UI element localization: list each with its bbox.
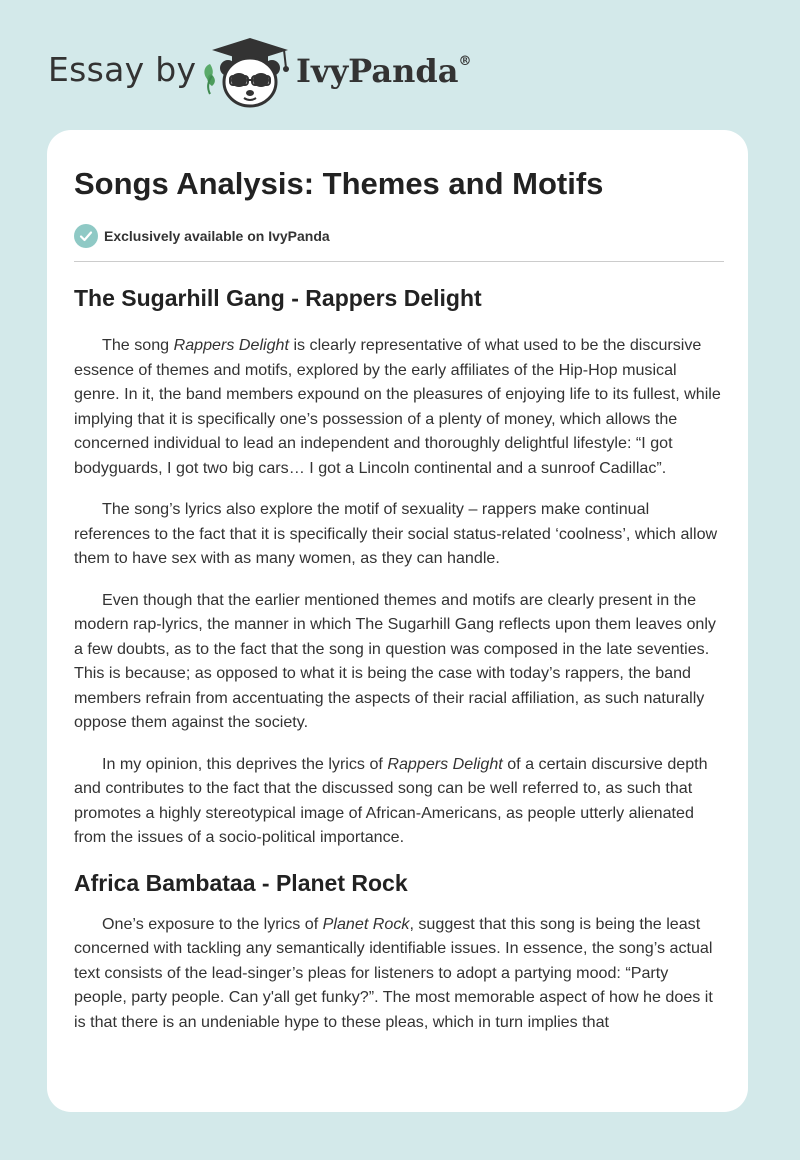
paragraph — [74, 912, 724, 1035]
song-title: Planet Rock — [322, 914, 410, 933]
paragraph — [74, 333, 724, 480]
essay-card — [47, 130, 748, 1112]
paragraph-text: is clearly representative of what used to be the discursive essence of themes and motifs, explored by the early affiliates of the Hip-Hop musical genre. In it, the band members expound on the pleasures of enjoying life to its fullest, while implying that it is specifically one’s possession of a plenty of money, which allows the concerned individual to lead an independent and thoroughly delightful lifestyle: “I got bodyguards, I got two big cars… I got a Lincoln continental and a sunroof Cadillac”. — [74, 336, 721, 477]
song-title: Rappers Delight — [387, 754, 503, 773]
section-heading: The Sugarhill Gang - Rappers Delight — [74, 285, 482, 311]
paragraph-text: One’s exposure to the lyrics of — [102, 914, 323, 933]
song-title: Rappers Delight — [173, 336, 289, 354]
brand-text: IvyPanda — [296, 52, 459, 90]
paragraph-text: , suggest that this song is being the least concerned with tackling any semantically identifiable issues. In essence, the song’s actual text consists of the lead-singer’s pleas for listeners to adopt a partying mood: “Party people, party people. Can y'all get funky?”. The most memorable aspect of how he does it is that there is an undeniable hype to these pleas, which in turn implies that — [74, 914, 713, 1031]
paragraph — [74, 752, 724, 850]
site-header — [0, 0, 800, 130]
page-title: Songs Analysis: Themes and Motifs — [74, 166, 604, 201]
paragraph: Even though that the earlier mentioned themes and motifs are clearly present in the modern rap-lyrics, the manner in which The Sugarhill Gang reflects upon them leaves only a few doubts, as to the fact that the song in question was composed in the late seventies. This is because; as opposed to what it is being the case with today’s rappers, the band members refrain from accentuating the aspects of their racial affiliation, as such naturally oppose them against the society. — [74, 590, 716, 731]
section-heading: Africa Bambataa - Planet Rock — [74, 869, 408, 896]
exclusive-label: Exclusively available on IvyPanda — [104, 228, 330, 244]
exclusive-badge — [74, 224, 330, 248]
paragraph-text: of a certain discursive depth and contributes to the fact that the discussed song can be well referred to, as such that promotes a highly stereotypical image of African-Americans, as people utterly alienated from the issues of a socio-political importance. — [74, 754, 708, 846]
essay-content — [74, 282, 724, 1051]
check-circle-icon — [74, 224, 98, 248]
paragraph-text: The song — [102, 336, 174, 354]
paragraph-text: In my opinion, this deprives the lyrics of — [102, 754, 388, 773]
essay-by-label: Essay by — [48, 50, 197, 89]
trademark-symbol: ® — [458, 54, 472, 69]
brand-name[interactable] — [296, 52, 471, 90]
divider — [74, 261, 724, 262]
ivypanda-logo-icon[interactable] — [200, 36, 300, 110]
paragraph: The song’s lyrics also explore the motif of sexuality – rappers make continual references to the fact that it is specifically their social status-related ‘coolness’, which allow them to have sex with as many women, as they can handle. — [74, 500, 718, 567]
